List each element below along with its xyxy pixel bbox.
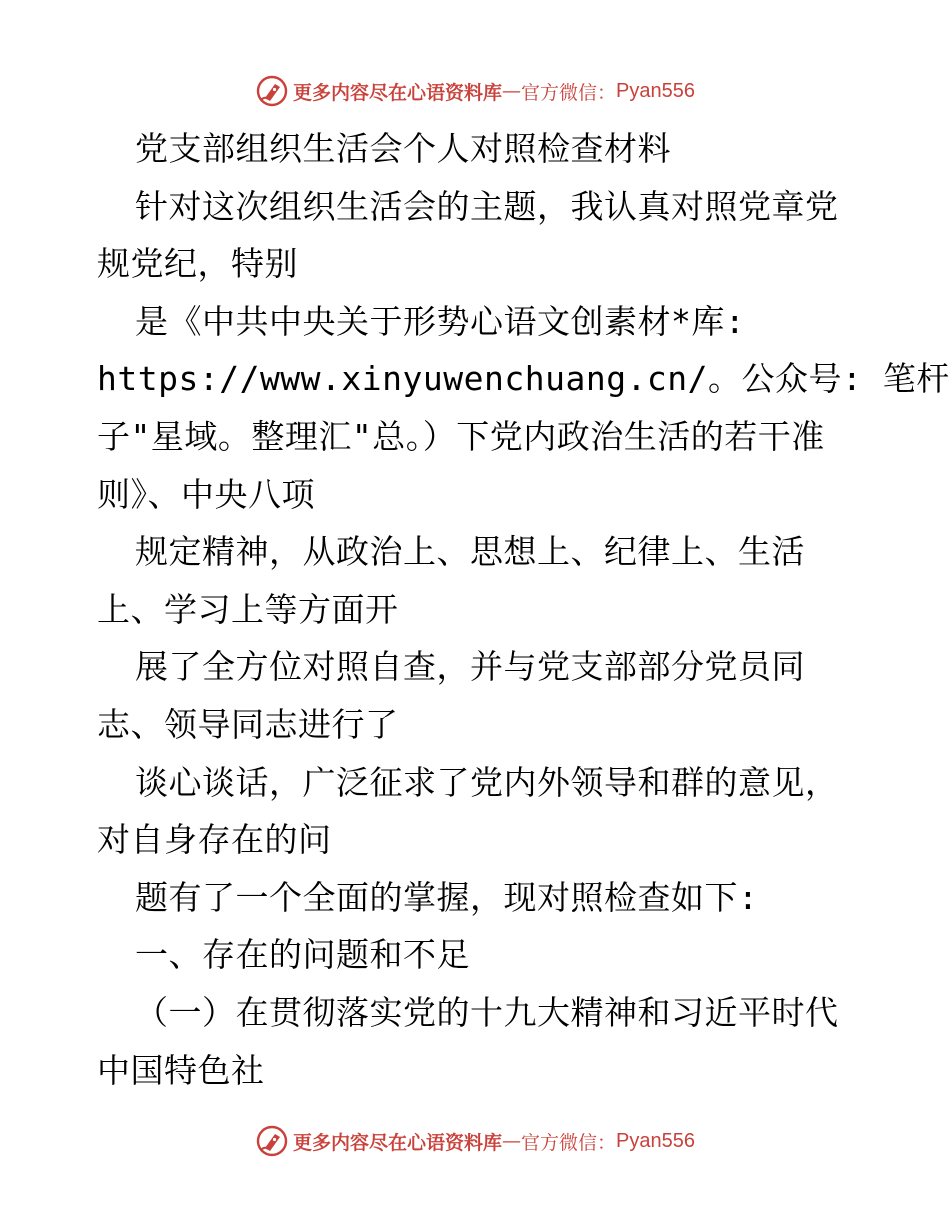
paragraph-line: 展了全方位对照自查，并与党支部部分党员同	[135, 647, 805, 687]
watermark-wechat-id: Pyan556	[616, 79, 695, 102]
header-watermark	[0, 71, 950, 111]
subsection-heading: （一）在贯彻落实党的十九大精神和习近平时代	[135, 992, 839, 1032]
footer-watermark	[0, 1121, 950, 1161]
paragraph-line: 子"星域。整理汇"总。）下党内政治生活的若干准	[97, 416, 825, 456]
watermark-separator: —	[502, 80, 522, 102]
paragraph-line: 上、学习上等方面开	[97, 589, 399, 629]
watermark-brand: 更多内容尽在心语资料库	[293, 1131, 503, 1154]
paragraph-line: 对自身存在的问	[97, 820, 332, 860]
watermark-wechat-label: 官方微信：	[521, 81, 617, 104]
watermark-brand: 更多内容尽在心语资料库	[293, 81, 503, 104]
paragraph-line: 针对这次组织生活会的主题，我认真对照党章党	[135, 186, 839, 226]
paragraph-line: 中国特色社	[97, 1050, 265, 1090]
paragraph-line: 志、领导同志进行了	[97, 704, 399, 744]
section-heading: 一、存在的问题和不足	[135, 935, 470, 975]
document-title: 党支部组织生活会个人对照检查材料	[135, 129, 671, 168]
watermark-wechat-label: 官方微信：	[521, 1131, 617, 1154]
watermark-separator: —	[502, 1130, 522, 1152]
document-body	[97, 120, 950, 1099]
paragraph-line: 规定精神，从政治上、思想上、纪律上、生活	[135, 532, 805, 572]
paragraph-line: 规党纪，特别	[97, 244, 298, 284]
paragraph-line: 谈心谈话，广泛征求了党内外领导和群的意见，	[135, 762, 839, 802]
pen-nib-logo-icon	[255, 74, 289, 108]
paragraph-line-url: https://www.xinyuwenchuang.cn/。公众号: 笔杆	[97, 359, 950, 399]
paragraph-line: 则》、中央八项	[97, 474, 315, 514]
paragraph-line: 题有了一个全面的掌握，现对照检查如下:	[135, 877, 759, 917]
pen-nib-logo-icon	[255, 1124, 289, 1158]
paragraph-line: 是《中共中央关于形势心语文创素材*库:	[135, 301, 746, 341]
watermark-wechat-id: Pyan556	[616, 1129, 695, 1152]
